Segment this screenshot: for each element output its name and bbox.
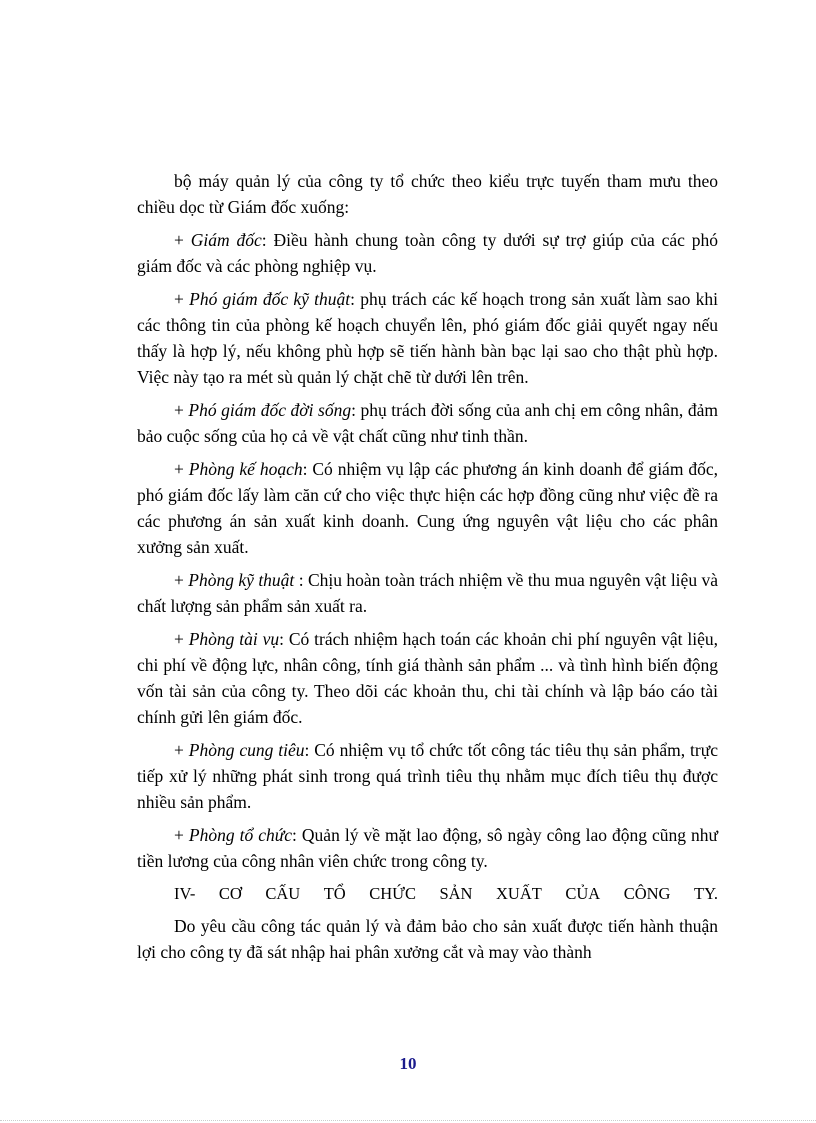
paragraph-text: : Chịu hoàn toàn trách nhiệm về thu mua nguyên vật liệu và chất lượng sản phẩm sản xuất ra. xyxy=(137,570,718,616)
heading-word: TỔ xyxy=(323,884,346,903)
bullet-prefix: + xyxy=(174,570,189,590)
bullet-prefix: + xyxy=(174,740,189,760)
heading-word: CÔNG xyxy=(623,884,671,903)
paragraph-phong-ky-thuat xyxy=(137,567,718,619)
paragraph-giam-doc xyxy=(137,227,718,279)
paragraph-closing xyxy=(137,913,718,965)
section-heading xyxy=(174,881,718,907)
paragraph-intro xyxy=(137,168,718,220)
heading-word: CHỨC xyxy=(369,884,416,903)
paragraph-phong-tai-vu xyxy=(137,626,718,730)
paragraph-phong-cung-tieu xyxy=(137,737,718,815)
heading-word: CỦA xyxy=(565,884,601,903)
paragraph-text: bộ máy quản lý của công ty tổ chức theo kiểu trực tuyến tham mưu theo chiều dọc từ Giám đốc xuống: xyxy=(137,171,718,217)
paragraph-text: : Điều hành chung toàn công ty dưới sự trợ giúp của các phó giám đốc và các phòng nghiệp vụ. xyxy=(137,230,719,276)
role-title: Phòng kế hoạch xyxy=(188,459,303,479)
role-title: Phòng cung tiêu xyxy=(188,740,305,760)
bullet-prefix: + xyxy=(174,230,191,250)
paragraph-pho-giam-doc-doi-song xyxy=(137,397,718,449)
role-title: Giám đốc xyxy=(190,230,262,250)
paragraph-text: : Có nhiệm vụ tổ chức tốt công tác tiêu thụ sản phẩm, trực tiếp xử lý những phát sinh trong quá trình tiêu thụ nhằm mục đích tiêu thụ được nhiều sản phẩm. xyxy=(137,740,718,812)
paragraph-text: : Có trách nhiệm hạch toán các khoản chi phí nguyên vật liệu, chi phí về động lực, nhân công, tính giá thành sản phẩm ... và tình hình biến động vốn tài sản của công ty. Theo dõi các khoản thu, chi tài chính và lập báo cáo tài chính gửi lên giám đốc. xyxy=(137,629,718,727)
page-number: 10 xyxy=(399,1054,417,1073)
role-title: Phòng kỹ thuật xyxy=(188,570,295,590)
role-title: Phó giám đốc đời sống xyxy=(188,400,352,420)
bullet-prefix: + xyxy=(174,825,189,845)
heading-word: XUẤT xyxy=(496,884,542,903)
paragraph-phong-ke-hoach xyxy=(137,456,718,560)
paragraph-text: Do yêu cầu công tác quản lý và đảm bảo cho sản xuất được tiến hành thuận lợi cho công ty đã sát nhập hai phân xưởng cắt và may vào thành xyxy=(137,916,718,962)
paragraph-text: : Có nhiệm vụ lập các phương án kinh doanh để giám đốc, phó giám đốc lấy làm căn cứ cho việc thực hiện các hợp đồng cũng như việc đề ra các phương án sản xuất kinh doanh. Cung ứng nguyên vật liệu cho các phân xưởng sản xuất. xyxy=(137,459,718,557)
bullet-prefix: + xyxy=(174,400,189,420)
paragraph-text: : phụ trách đời sống của anh chị em công nhân, đảm bảo cuộc sống của họ cả về vật chất cũng như tinh thần. xyxy=(137,400,718,446)
heading-word: CƠ xyxy=(218,884,242,903)
paragraph-pho-giam-doc-ky-thuat xyxy=(137,286,718,390)
bullet-prefix: + xyxy=(174,289,190,309)
paragraph-text: : Quản lý về mặt lao động, sô ngày công lao động cũng như tiền lương của công nhân viên chức trong công ty. xyxy=(137,825,719,871)
heading-word: SẢN xyxy=(439,884,473,903)
bullet-prefix: + xyxy=(174,629,189,649)
paragraph-phong-to-chuc xyxy=(137,822,718,874)
page-bottom-divider xyxy=(0,1120,816,1121)
bullet-prefix: + xyxy=(174,459,189,479)
page-body xyxy=(137,168,718,972)
paragraph-text: : phụ trách các kế hoạch trong sản xuất làm sao khi các thông tin của phòng kế hoạch chuyển lên, phó giám đốc giải quyết ngay nếu thấy là hợp lý, nếu không phù hợp sẽ tiến hành bàn bạc lại sao cho thật phù hợp. Việc này tạo ra mét sù quản lý chặt chẽ từ dưới lên trên. xyxy=(137,289,718,387)
heading-word: TY. xyxy=(693,884,718,903)
role-title: Phòng tổ chức xyxy=(188,825,293,845)
role-title: Phòng tài vụ xyxy=(188,629,280,649)
heading-word: CẤU xyxy=(265,884,301,903)
heading-word: IV- xyxy=(174,884,196,903)
role-title: Phó giám đốc kỹ thuật xyxy=(189,289,351,309)
